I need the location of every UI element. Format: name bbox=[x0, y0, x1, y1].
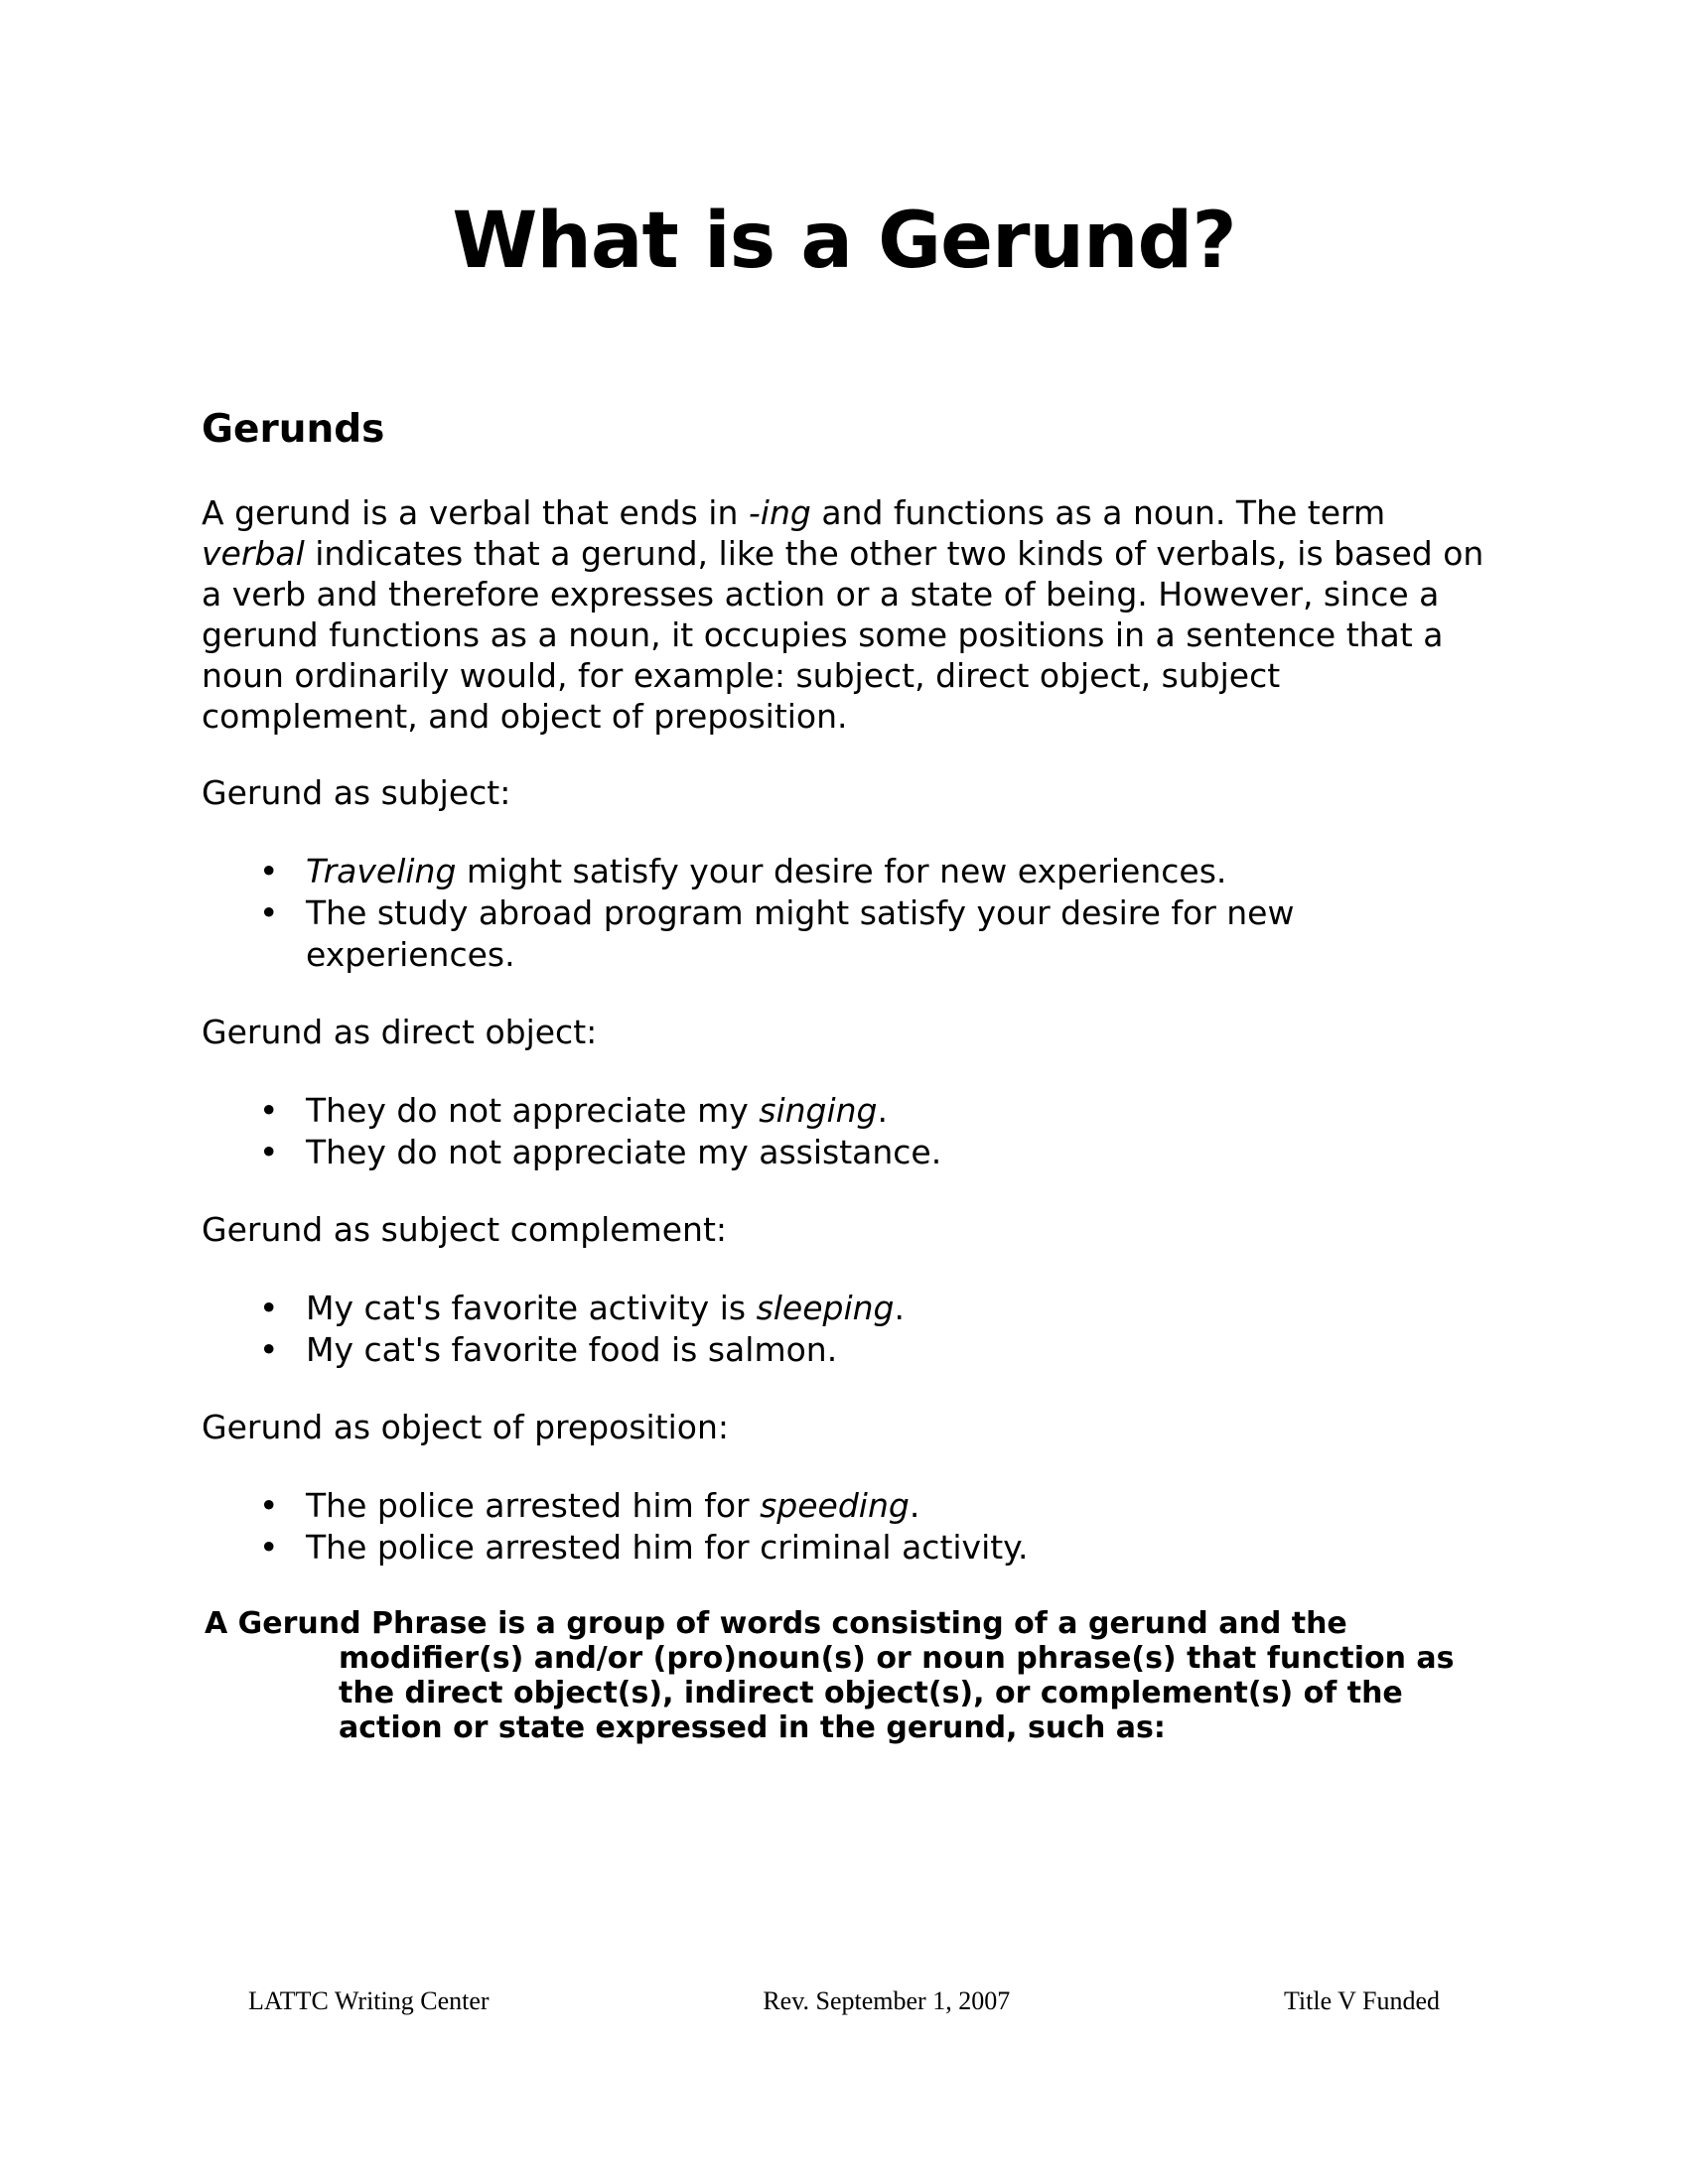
bullet-italic-word: Traveling bbox=[306, 852, 457, 890]
bullet-text: might satisfy your desire for new experiences. bbox=[456, 852, 1227, 890]
bullet-text: The study abroad program might satisfy your desire for new experiences. bbox=[306, 893, 1295, 974]
intro-text-2: and functions as a noun. The term bbox=[810, 493, 1386, 532]
gerund-as-subject-list bbox=[257, 851, 1486, 976]
gerund-as-object-of-preposition-label: Gerund as object of preposition: bbox=[202, 1408, 730, 1446]
list-item bbox=[257, 1090, 1486, 1132]
bullet-text: The police arrested him for criminal activity. bbox=[306, 1528, 1029, 1567]
gerund-as-subject-label: Gerund as subject: bbox=[202, 773, 511, 812]
footer-center-text: Rev. September 1, 2007 bbox=[763, 1986, 1011, 2015]
gerund-as-object-of-preposition-list bbox=[257, 1485, 1486, 1569]
intro-italic-verbal: verbal bbox=[202, 534, 305, 573]
bullet-text: The police arrested him for bbox=[306, 1486, 761, 1525]
list-item bbox=[257, 1329, 1486, 1371]
intro-text-3: indicates that a gerund, like the other two kinds of verbals, is based on a verb and therefore expresses action or a state of being. However, since a gerund functions as a noun, it occupies some positions in a sentence that a noun ordinarily would, for example: subject, direct object, subject complement, and object of preposition. bbox=[202, 534, 1484, 736]
gerund-as-direct-object-label: Gerund as direct object: bbox=[202, 1013, 598, 1051]
gerund-phrase-note: A Gerund Phrase is a group of words consisting of a gerund and the modifier(s) and/or (pro)noun(s) or noun phrase(s) that function as the direct object(s), indirect object(s), or complement(s) of the action or state expressed in the gerund, such as: bbox=[205, 1606, 1455, 1745]
bullet-text: They do not appreciate my bbox=[306, 1091, 760, 1130]
footer-left-text: LATTC Writing Center bbox=[248, 1986, 490, 2015]
footer-right-text: Title V Funded bbox=[1283, 1986, 1440, 2015]
intro-paragraph bbox=[202, 492, 1486, 737]
list-item bbox=[257, 1132, 1486, 1173]
bullet-text: My cat's favorite food is salmon. bbox=[306, 1330, 838, 1369]
bullet-text: My cat's favorite activity is bbox=[306, 1289, 757, 1327]
list-item bbox=[257, 851, 1486, 892]
document-content bbox=[202, 0, 1486, 1745]
bullet-text: . bbox=[894, 1289, 906, 1327]
bullet-text: They do not appreciate my assistance. bbox=[306, 1133, 942, 1171]
intro-italic-ing: -ing bbox=[748, 493, 811, 532]
gerund-as-direct-object-list bbox=[257, 1090, 1486, 1173]
bullet-italic-word: speeding bbox=[760, 1486, 910, 1525]
bullet-italic-word: sleeping bbox=[756, 1289, 895, 1327]
bullet-text: . bbox=[909, 1486, 920, 1525]
page-title: What is a Gerund? bbox=[452, 197, 1236, 286]
bullet-italic-word: singing bbox=[759, 1091, 878, 1130]
gerund-as-subject-complement-label: Gerund as subject complement: bbox=[202, 1210, 728, 1249]
list-item bbox=[257, 1485, 1486, 1527]
gerunds-heading: Gerunds bbox=[202, 407, 385, 452]
list-item bbox=[257, 892, 1486, 976]
gerund-as-subject-complement-list bbox=[257, 1288, 1486, 1371]
list-item bbox=[257, 1288, 1486, 1329]
page-footer bbox=[248, 1986, 1440, 2016]
intro-text-1: A gerund is a verbal that ends in bbox=[202, 493, 749, 532]
bullet-text: . bbox=[877, 1091, 889, 1130]
list-item bbox=[257, 1527, 1486, 1569]
